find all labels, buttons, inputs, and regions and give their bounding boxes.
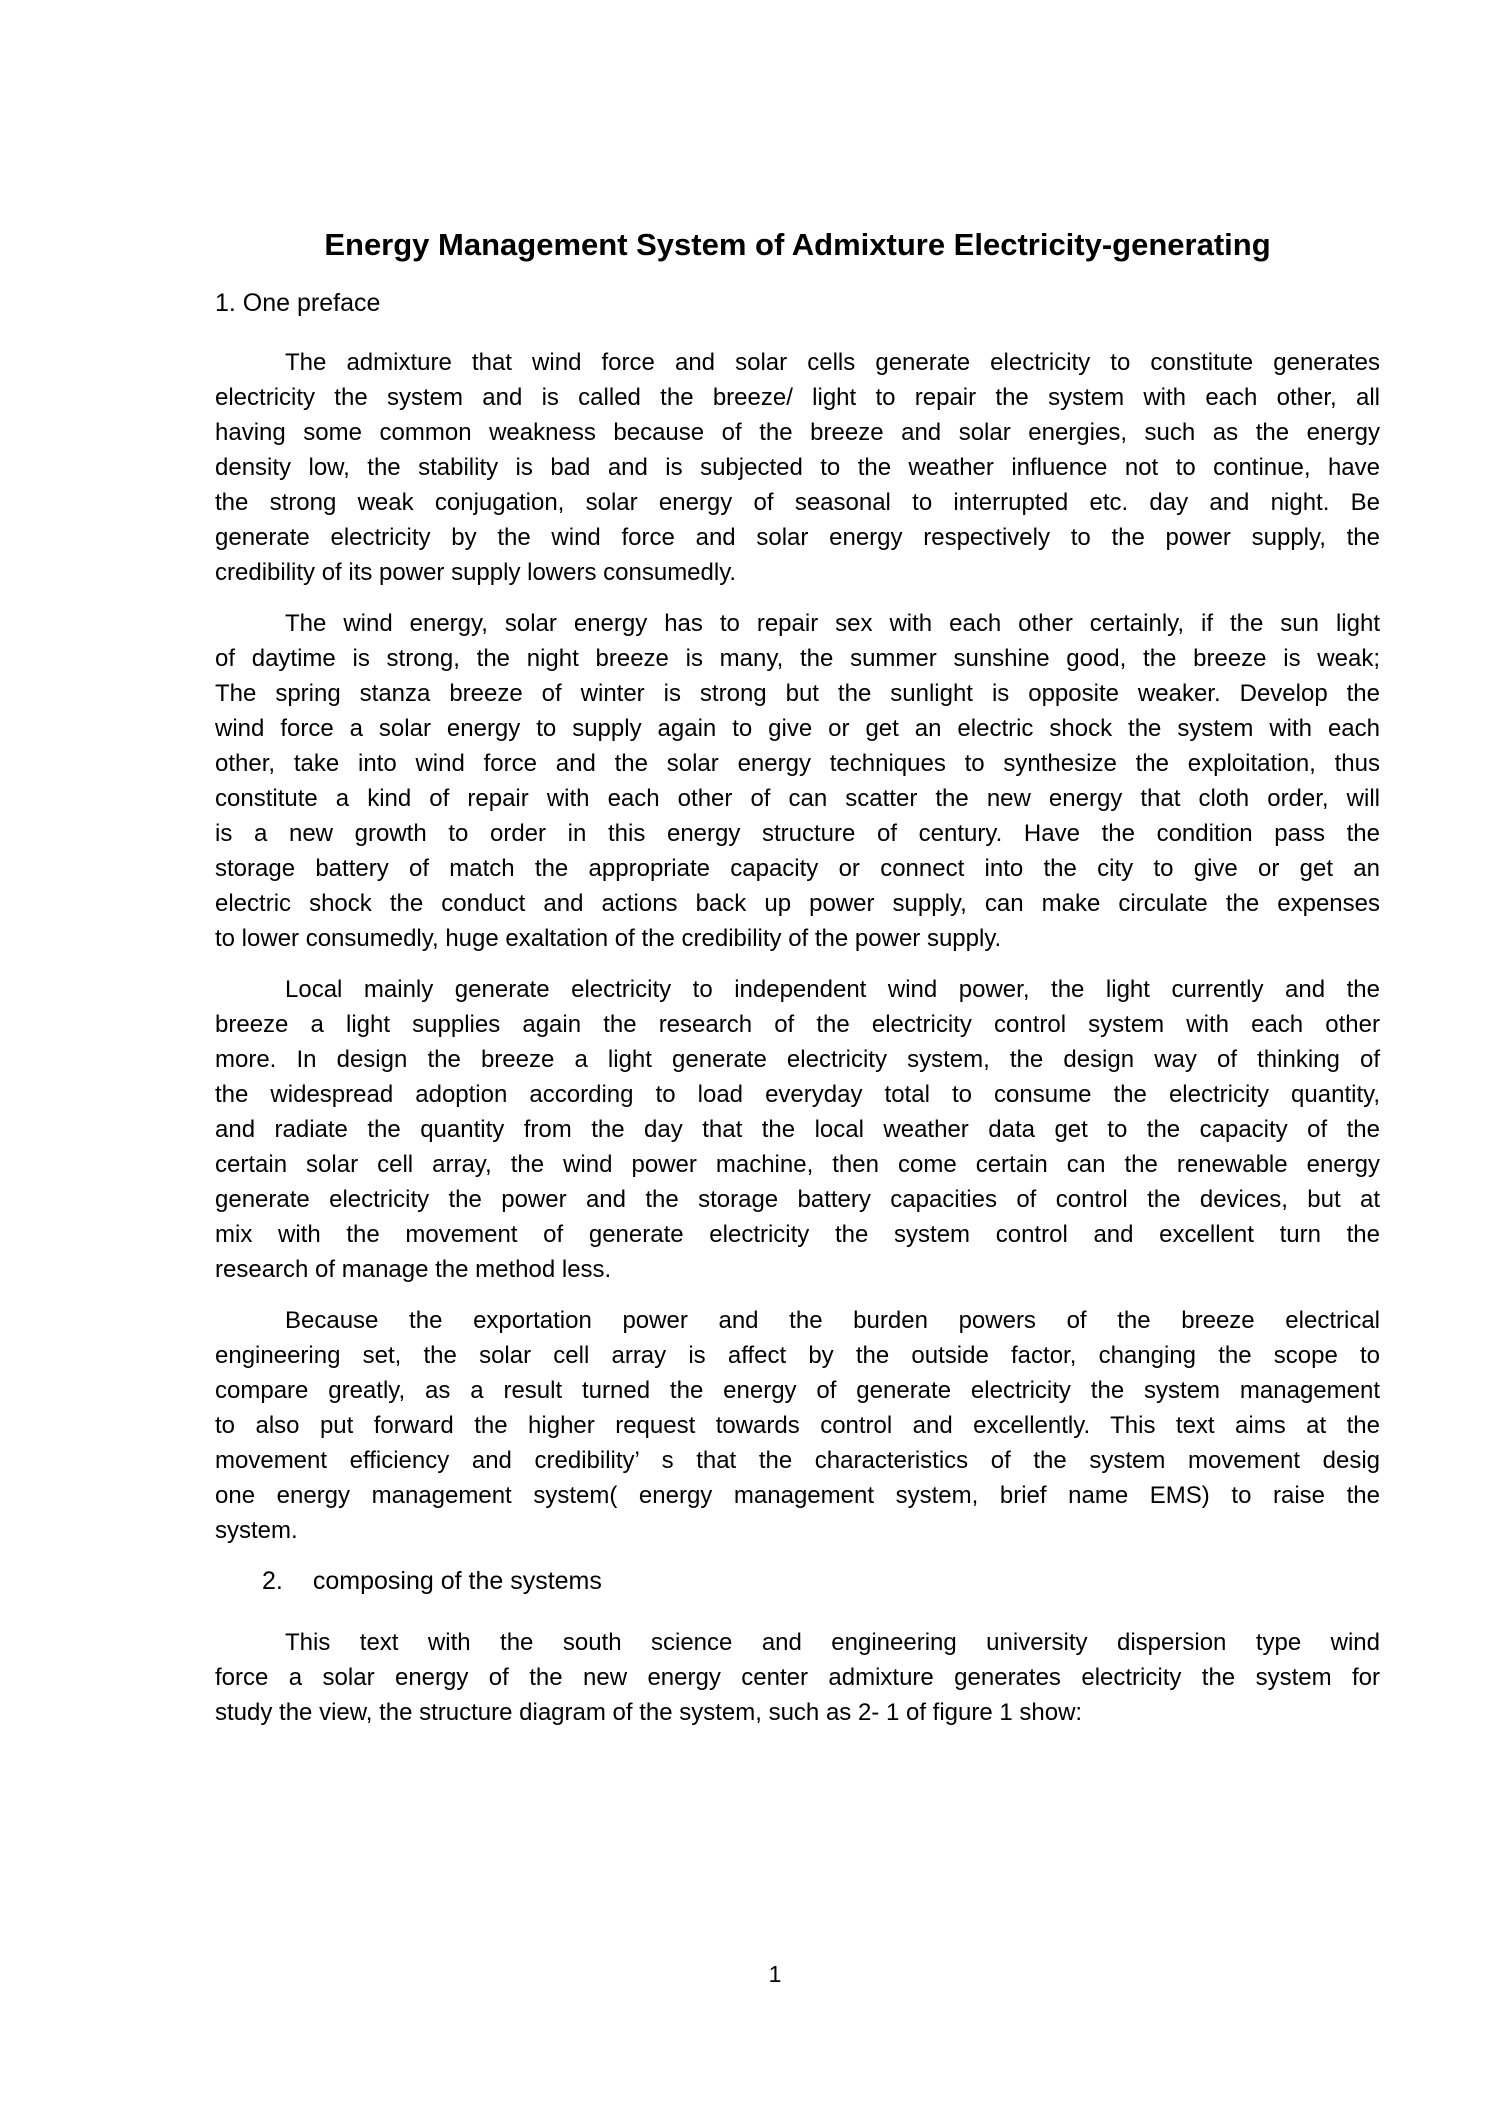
text-line: The spring stanza breeze of winter is strong but the sunlight is opposite weaker. Develop the <box>215 680 1380 707</box>
paragraph-4 <box>215 1303 1380 1548</box>
text-line: movement efficiency and credibility’ s that the characteristics of the system movement desig <box>215 1447 1380 1474</box>
paragraph-2 <box>215 606 1380 956</box>
text-line: density low, the stability is bad and is subjected to the weather influence not to continue, have <box>215 454 1380 481</box>
text-line: certain solar cell array, the wind power machine, then come certain can the renewable energy <box>215 1151 1380 1178</box>
text-line: the strong weak conjugation, solar energy of seasonal to interrupted etc. day and night. Be <box>215 489 1380 516</box>
text-line: to also put forward the higher request towards control and excellently. This text aims at the <box>215 1412 1380 1439</box>
text-line: Because the exportation power and the burden powers of the breeze electrical <box>285 1307 1380 1334</box>
text-line: The admixture that wind force and solar cells generate electricity to constitute generates <box>285 349 1380 376</box>
text-line: constitute a kind of repair with each other of can scatter the new energy that cloth order, will <box>215 785 1380 812</box>
text-line: generate electricity the power and the storage battery capacities of control the devices, but at <box>215 1186 1380 1213</box>
text-line: compare greatly, as a result turned the energy of generate electricity the system management <box>215 1377 1380 1404</box>
text-line: engineering set, the solar cell array is affect by the outside factor, changing the scope to <box>215 1342 1380 1369</box>
section-2-heading-number: 2. <box>262 1567 283 1595</box>
text-line: mix with the movement of generate electricity the system control and excellent turn the <box>215 1221 1380 1248</box>
text-line: the widespread adoption according to load everyday total to consume the electricity quantity, <box>215 1081 1380 1108</box>
page-content <box>215 226 1380 1746</box>
text-line: This text with the south science and engineering university dispersion type wind <box>285 1629 1380 1656</box>
text-line: force a solar energy of the new energy center admixture generates electricity the system for <box>215 1664 1380 1691</box>
page-number: 1 <box>768 1961 782 1987</box>
text-line: wind force a solar energy to supply again to give or get an electric shock the system with each <box>215 715 1380 742</box>
text-line: storage battery of match the appropriate capacity or connect into the city to give or get an <box>215 855 1380 882</box>
text-line: electricity the system and is called the breeze/ light to repair the system with each other, all <box>215 384 1380 411</box>
text-line: The wind energy, solar energy has to repair sex with each other certainly, if the sun light <box>285 610 1380 637</box>
text-line: of daytime is strong, the night breeze is many, the summer sunshine good, the breeze is weak; <box>215 645 1380 672</box>
paragraph-5 <box>215 1625 1380 1730</box>
text-line: and radiate the quantity from the day that the local weather data get to the capacity of the <box>215 1116 1380 1143</box>
text-line: more. In design the breeze a light generate electricity system, the design way of thinking of <box>215 1046 1380 1073</box>
section-2-heading-label: composing of the systems <box>312 1567 602 1595</box>
text-line: study the view, the structure diagram of the system, such as 2- 1 of figure 1 show: <box>215 1699 1083 1726</box>
text-line: system. <box>215 1517 298 1544</box>
text-line: is a new growth to order in this energy structure of century. Have the condition pass the <box>215 820 1380 847</box>
text-line: Local mainly generate electricity to independent wind power, the light currently and the <box>285 976 1380 1003</box>
paragraph-3 <box>215 972 1380 1287</box>
paragraph-1 <box>215 345 1380 590</box>
section-1-heading: 1. One preface <box>215 289 381 317</box>
document-title: Energy Management System of Admixture Electricity-generating <box>324 227 1271 262</box>
text-line: research of manage the method less. <box>215 1256 612 1283</box>
text-line: to lower consumedly, huge exaltation of the credibility of the power supply. <box>215 925 1002 952</box>
section-2-heading <box>215 1564 1380 1599</box>
text-line: having some common weakness because of the breeze and solar energies, such as the energy <box>215 419 1380 446</box>
text-line: electric shock the conduct and actions back up power supply, can make circulate the expenses <box>215 890 1380 917</box>
text-line: one energy management system( energy management system, brief name EMS) to raise the <box>215 1482 1380 1509</box>
text-line: other, take into wind force and the solar energy techniques to synthesize the exploitation, thus <box>215 750 1380 777</box>
text-line: breeze a light supplies again the research of the electricity control system with each other <box>215 1011 1380 1038</box>
text-line: generate electricity by the wind force and solar energy respectively to the power supply, the <box>215 524 1380 551</box>
text-line: credibility of its power supply lowers consumedly. <box>215 559 737 586</box>
